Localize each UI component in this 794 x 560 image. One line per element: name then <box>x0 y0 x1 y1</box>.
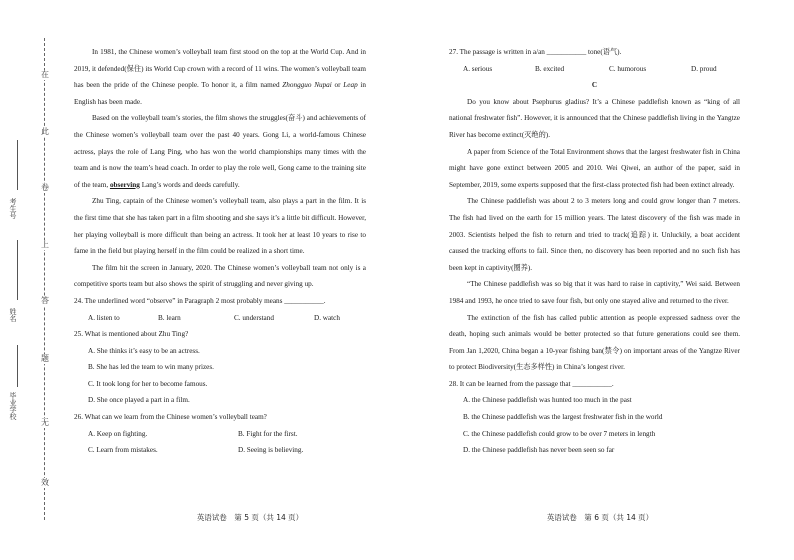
q27-option-c: C. humorous <box>609 64 647 73</box>
film-title-english: Leap <box>343 81 358 90</box>
q26-option-a: A. Keep on fighting. <box>88 429 148 438</box>
q25-option-a: A. She thinks it’s easy to be an actress. <box>88 346 200 355</box>
q25-option-b: B. She has led the team to win many prizes. <box>88 363 214 372</box>
passage-b-paragraph-4: The film hit the screen in January, 2020. The Chinese women’s volleyball team not only is a competitive sports team but also shows the spirit of struggling and never giving up. <box>74 263 366 289</box>
q28-option-b: B. the Chinese paddlefish was the largest freshwater fish in the world <box>463 413 663 422</box>
school-label: 毕业学校 <box>9 392 17 420</box>
q28-option-a: A. the Chinese paddlefish was hunted too much in the past <box>463 396 632 405</box>
q28-option-d: D. the Chinese paddlefish has never been seen so far <box>463 446 615 455</box>
seal-char: 在 <box>38 70 52 80</box>
page-5-column <box>74 44 366 459</box>
seal-char: 效 <box>38 478 52 488</box>
question-25: 25. What is mentioned about Zhu Ting? <box>74 330 189 339</box>
seal-char: 答 <box>38 296 52 306</box>
binding-margin <box>0 0 70 560</box>
passage-c-paragraph-1: Do you know about Psephurus gladius? It’s a Chinese paddlefish known as “king of all national freshwater fish”. However, it is announced that the Chinese paddlefish living in the Yangtze River has become extinct(灭绝的). <box>449 97 740 139</box>
q24-option-a: A. listen to <box>88 313 120 322</box>
q26-option-d: D. Seeing is believing. <box>238 446 304 455</box>
q25-option-d: D. She once played a part in a film. <box>88 396 190 405</box>
q24-option-b: B. learn <box>158 313 181 322</box>
passage-b-paragraph-2: Based on the volleyball team’s stories, the film shows the struggles(奋斗) and achievements of the Chinese women’s volleyball team over the past 40 years. Gong Li, a world-famous Chinese actress, plays the role of Lang Ping, who has won the world championships many times with the team and is now the team’s head coach. In order to play the role well, Gong came to the training site of the team, observing Lang’s words and deeds carefully. <box>74 114 366 189</box>
q26-option-b: B. Fight for the first. <box>238 429 298 438</box>
question-26: 26. What can we learn from the Chinese women’s volleyball team? <box>74 413 267 422</box>
film-title-chinese: Zhongguo Nupai <box>282 81 332 90</box>
seal-char: 卷 <box>38 183 52 193</box>
passage-b-paragraph-3: Zhu Ting, captain of the Chinese women’s volleyball team, also plays a part in the film. It is the first time that she has taken part in a film shooting and she says it’s a little bit difficult. However, her playing volleyball is more difficult than being an actress. It took her at least 10 years to rise to fame in the field but playing herself in the film could be realized in a short time. <box>74 197 366 256</box>
q27-option-b: B. excited <box>535 64 565 73</box>
seal-char: 此 <box>38 127 52 137</box>
page-6-column <box>449 44 740 459</box>
q24-option-c: C. understand <box>234 313 274 322</box>
passage-b-paragraph-1: In 1981, the Chinese women’s volleyball team first stood on the top at the World Cup. And in 2019, it defended(保住) its World Cup crown with a record of 11 wins. The women’s volleyball team has been the pride of the Chinese people. To honor it, a film named Zhongguo Nupai or Leap in English has been made. <box>74 48 366 106</box>
passage-c-paragraph-3: The Chinese paddlefish was about 2 to 3 meters long and could grow longer than 7 meters. The fish had lived on the earth for 15 million years. The latest discovery of the fish was made in 2003. Scientists helped the fish to return and tried to track(追踪) it. Unluckily, a boat accident caused the tracking efforts to fail. Since then, no discovery has been reported and no such fish has been kept in captivity(圈养). <box>449 197 740 272</box>
question-24-options <box>74 310 366 327</box>
q27-option-a: A. serious <box>463 64 493 73</box>
passage-c-paragraph-5: The extinction of the fish has called public attention as people expressed sadness over the death, hoping such animals would be better protected so that future generations could see them. From Jan 1,2020, China began a 10-year fishing ban(禁令) on important areas of the Yangtze River to protect Biodiversity(生态多样性) in China’s longest river. <box>449 313 740 372</box>
seal-char: 题 <box>38 354 52 364</box>
question-26-options-row-2 <box>74 442 366 459</box>
school-line <box>17 345 18 387</box>
q25-option-c: C. It took long for her to become famous. <box>88 379 208 388</box>
passage-c-paragraph-2: A paper from Science of the Total Environment shows that the largest freshwater fish in China might have gone extinct between 2005 and 2010. Wei Qiwei, an author of the paper, said in September, 2019, some experts supposed that the first-class protected fish had been extinct already. <box>449 147 740 189</box>
underlined-word-observing: observing <box>109 180 140 189</box>
question-27-options <box>449 61 740 78</box>
seal-char: 上 <box>38 240 52 250</box>
name-line <box>17 240 18 300</box>
question-28: 28. It can be learned from the passage that ___________. <box>449 379 614 388</box>
section-c-heading: C <box>591 81 598 90</box>
q28-option-c: C. the Chinese paddlefish could grow to be over 7 meters in length <box>463 429 656 438</box>
name-label: 姓名 <box>9 308 17 322</box>
exam-number-line <box>17 140 18 190</box>
seal-line <box>44 38 45 520</box>
q24-option-d: D. watch <box>314 313 340 322</box>
seal-char: 无 <box>38 418 52 428</box>
q26-option-c: C. Learn from mistakes. <box>88 446 158 455</box>
question-24: 24. The underlined word “observe” in Paragraph 2 most probably means ___________. <box>74 296 326 305</box>
exam-number-label: 考生号 <box>9 198 17 219</box>
q27-option-d: D. proud <box>691 64 717 73</box>
question-27: 27. The passage is written in a/an ___________ tone(语气). <box>449 48 622 56</box>
page-6-footer: 英语试卷 第 6 页（共 14 页） <box>546 513 654 522</box>
passage-c-paragraph-4: “The Chinese paddlefish was so big that it was hard to raise in captivity,” Wei said. Between 1984 and 1993, he once tried to save four fish, but only one stayed alive and returned to the river. <box>449 280 740 305</box>
page-5-footer: 英语试卷 第 5 页（共 14 页） <box>196 513 304 522</box>
question-26-options-row-1 <box>74 426 366 443</box>
